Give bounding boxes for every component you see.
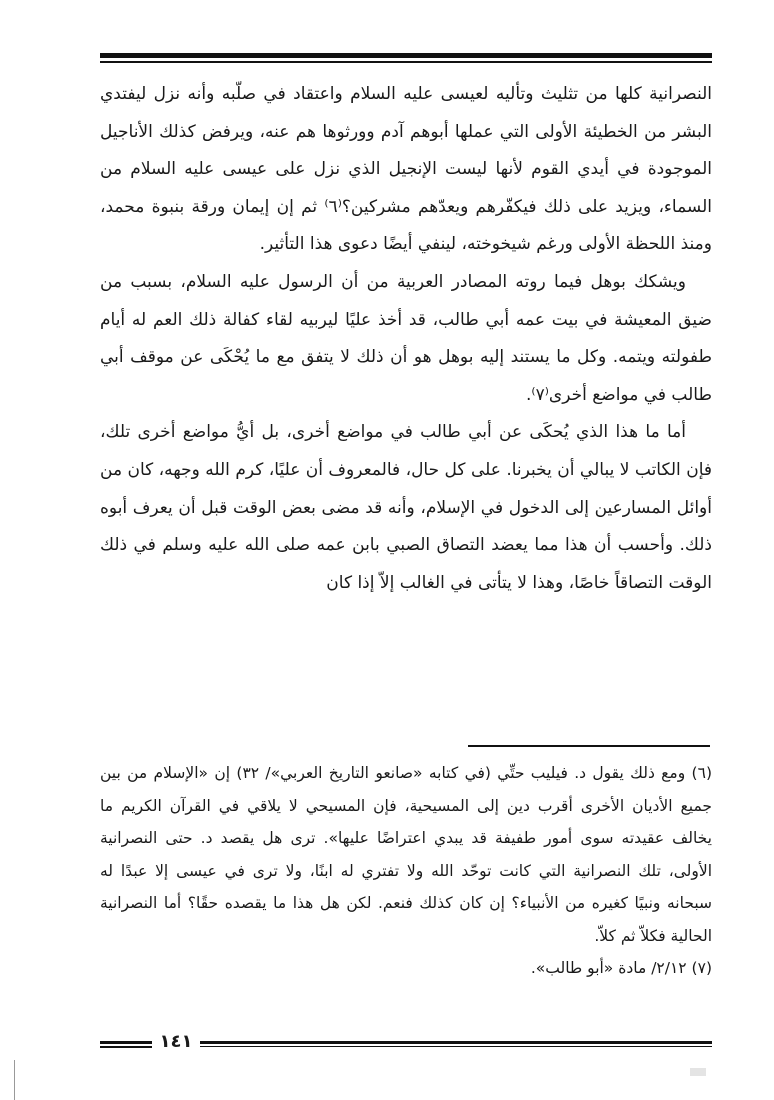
footer-rule-left	[100, 1041, 152, 1044]
header-rule-thin	[100, 61, 712, 63]
footnotes	[100, 757, 712, 985]
paragraph-2: ويشكك بوهل فيما روته المصادر العربية من أن الرسول عليه السلام، بسبب من ضيق المعيشة في بيت عمه أبي طالب، قد أخذ عليًا ليربيه لقاء كفالة ذلك العم له أيام طفولته ويتمه. وكل ما يستند إليه بوهل هو أن ذلك لا يتفق مع ما يُحْكَى عن موقف أبي طالب في مواضع أخرى⁽٧⁾.	[100, 271, 712, 405]
page-footer	[100, 1033, 712, 1055]
paragraph-3: أما ما هذا الذي يُحكَى عن أبي طالب في مواضع أخرى، بل أيُّ مواضع أخرى تلك، فإن الكاتب لا يبالي أن يخبرنا. على كل حال، فالمعروف أن عليًا، كرم الله وجهه، كان من أوائل المسارعين إلى الدخول في الإسلام، وأنه قد مضى بعض الوقت قبل أن يعرف أبوه ذلك. وأحسب أن هذا مما يعضد التصاق الصبي بابن عمه صلى الله عليه وسلم في ذلك الوقت التصاقاً خاصًا، وهذا لا يتأتى في الغالب إلاّ إذا كان	[100, 422, 712, 593]
paragraph-1: النصرانية كلها من تثليث وتأليه لعيسى عليه السلام واعتقاد في صلّبه وأنه نزل ليفتدي البشر من الخطيئة الأولى التي عملها أبوهم آدم وورثوها هم عنه، ويرفض كذلك الأناجيل الموجودة في أيدي القوم لأنها ليست الإنجيل الذي نزل على عيسى عليه السلام من السماء، ويزيد على ذلك فيكفّرهم ويعدّهم مشركين؟⁽٦⁾ ثم إن إيمان ورقة بنبوة محمد، ومنذ اللحظة الأولى ورغم شيخوخته، لينفي أيضًا دعوى هذا التأثير.	[100, 84, 712, 255]
page-number: ١٤١	[159, 1031, 193, 1052]
footer-rule-right-thin	[200, 1046, 712, 1047]
footnote-6: (٦) ومع ذلك يقول د. فيليب حتِّي (في كتابه «صانعو التاريخ العربي»/ ٣٢) إن «الإسلام من بين جميع الأديان الأخرى أقرب دين إلى المسيحية، فإن المسيحي لا يلاقي في القرآن الكريم ما يخالف عقيدته سوى أمور طفيفة قد يبدي اعتراضًا عليها». ترى هل يقصد د. حتى النصرانية الأولى، تلك النصرانية التي كانت توحّد الله ولا تفتري له ابنًا، ولا ترى في عيسى إلا عبدًا له سبحانه ونبيًا كغيره من الأنبياء؟ إن كان كذلك فنعم. لكن هل هذا ما يقصده حقًا؟ أما النصرانية الحالية فكلاّ ثم كلاّ.	[100, 764, 712, 945]
footnote-separator	[468, 745, 710, 747]
main-text	[100, 76, 712, 602]
footer-rule-left-thin	[100, 1046, 152, 1048]
footnote-7: (٧) ٢/١٢/ مادة «أبو طالب».	[530, 959, 712, 977]
scan-artifact	[690, 1068, 706, 1076]
header-rule-thick	[100, 53, 712, 58]
footer-rule-right	[200, 1041, 712, 1044]
page-edge-line	[14, 1060, 15, 1100]
